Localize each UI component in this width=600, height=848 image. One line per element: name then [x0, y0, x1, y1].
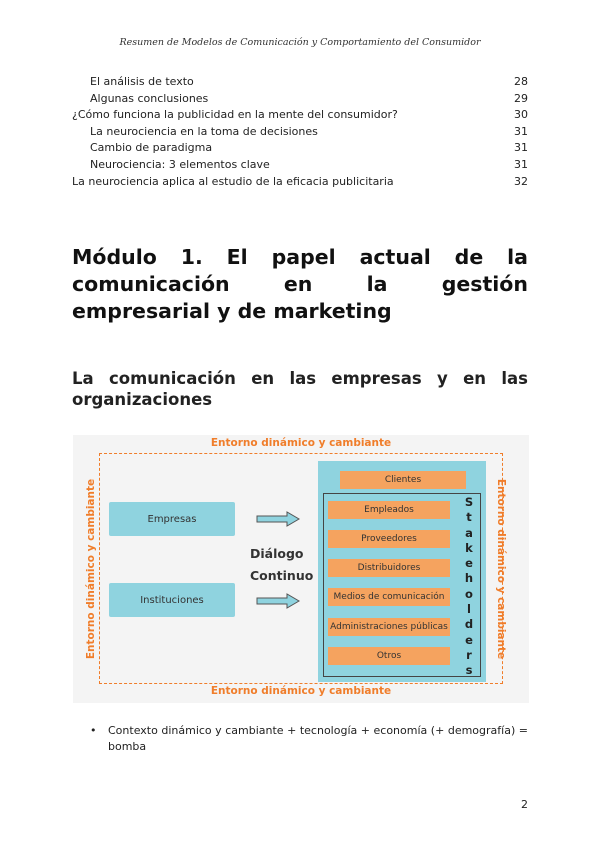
stakeholders-letter: k — [465, 540, 473, 555]
toc-entry-page: 31 — [514, 141, 528, 155]
module-heading-line1: Módulo 1. El papel actual de la — [72, 245, 528, 269]
org-box-instituciones: Instituciones — [109, 583, 235, 617]
arrow-right-icon — [256, 511, 300, 527]
stakeholders-vertical-label — [462, 495, 476, 679]
toc-entry-title: Cambio de paradigma — [90, 141, 213, 155]
bullet-item: • Contexto dinámico y cambiante + tecnología + economía (+ demografía) = bomba — [90, 723, 528, 755]
toc-entry[interactable] — [72, 140, 528, 157]
toc-entry-page: 31 — [514, 157, 528, 171]
environment-label-right: Entorno dinámico y cambiante — [495, 478, 507, 660]
stakeholders-letter: h — [464, 571, 474, 586]
arrow-right-icon — [256, 593, 300, 609]
toc-entry-title: La neurociencia aplica al estudio de la eficacia publicitaria — [72, 174, 394, 188]
toc-entry-page: 28 — [514, 75, 528, 88]
module-heading — [72, 244, 528, 325]
toc-entry-title: La neurociencia en la toma de decisiones — [90, 124, 318, 138]
dialogue-label-line1: Diálogo — [250, 546, 304, 561]
stakeholder-item: Proveedores — [328, 530, 450, 548]
toc-entry-title: Neurociencia: 3 elementos clave — [90, 157, 270, 171]
stakeholders-letter: r — [466, 647, 472, 662]
environment-label-top: Entorno dinámico y cambiante — [210, 437, 392, 449]
environment-label-left: Entorno dinámico y cambiante — [85, 478, 97, 660]
stakeholder-item: Administraciones públicas — [328, 618, 450, 636]
communication-diagram — [73, 435, 529, 703]
stakeholders-letter: t — [466, 510, 472, 525]
stakeholder-item: Empleados — [328, 501, 450, 519]
toc-entry[interactable] — [72, 174, 528, 191]
toc-entry[interactable] — [72, 91, 528, 108]
stakeholders-letter: a — [465, 525, 473, 540]
toc-entry[interactable] — [72, 107, 528, 124]
stakeholders-letter: o — [465, 586, 473, 601]
stakeholders-letter: l — [467, 602, 471, 617]
dialogue-label — [250, 543, 313, 587]
section-heading-rest: organizaciones — [72, 390, 213, 409]
toc-entry[interactable] — [72, 74, 528, 91]
module-heading-rest: comunicación en la gestión empresarial y de marketing — [72, 272, 528, 323]
section-heading — [72, 368, 528, 410]
stakeholder-item: Medios de comunicación — [328, 588, 450, 606]
stakeholder-item: Distribuidores — [328, 559, 450, 577]
stakeholders-letter: e — [465, 632, 473, 647]
environment-label-bottom: Entorno dinámico y cambiante — [210, 685, 392, 697]
page-number: 2 — [521, 798, 528, 811]
stakeholders-letter: S — [464, 495, 474, 509]
org-box-empresas: Empresas — [109, 502, 235, 536]
toc-entry-page: 30 — [514, 108, 528, 122]
toc-entry-title: El análisis de texto — [90, 75, 194, 88]
stakeholder-item: Otros — [328, 647, 450, 665]
bullet-list — [90, 723, 528, 755]
toc-entry-title: Algunas conclusiones — [90, 91, 209, 105]
running-header: Resumen de Modelos de Comunicación y Comportamiento del Consumidor — [119, 37, 481, 48]
stakeholder-item: Clientes — [340, 471, 466, 489]
toc-entry-page: 31 — [514, 124, 528, 138]
stakeholders-letter: d — [464, 617, 474, 632]
table-of-contents — [72, 74, 528, 190]
toc-entry[interactable] — [72, 124, 528, 141]
toc-entry[interactable] — [72, 157, 528, 174]
stakeholders-letter: e — [465, 556, 473, 571]
stakeholders-letter: s — [465, 663, 473, 678]
toc-entry-title: ¿Cómo funciona la publicidad en la mente del consumidor? — [72, 108, 398, 122]
toc-entry-page: 29 — [514, 91, 528, 105]
section-heading-line1: La comunicación en las empresas y en las — [72, 369, 528, 388]
toc-entry-page: 32 — [514, 174, 528, 188]
dialogue-label-line2: Continuo — [250, 568, 314, 583]
